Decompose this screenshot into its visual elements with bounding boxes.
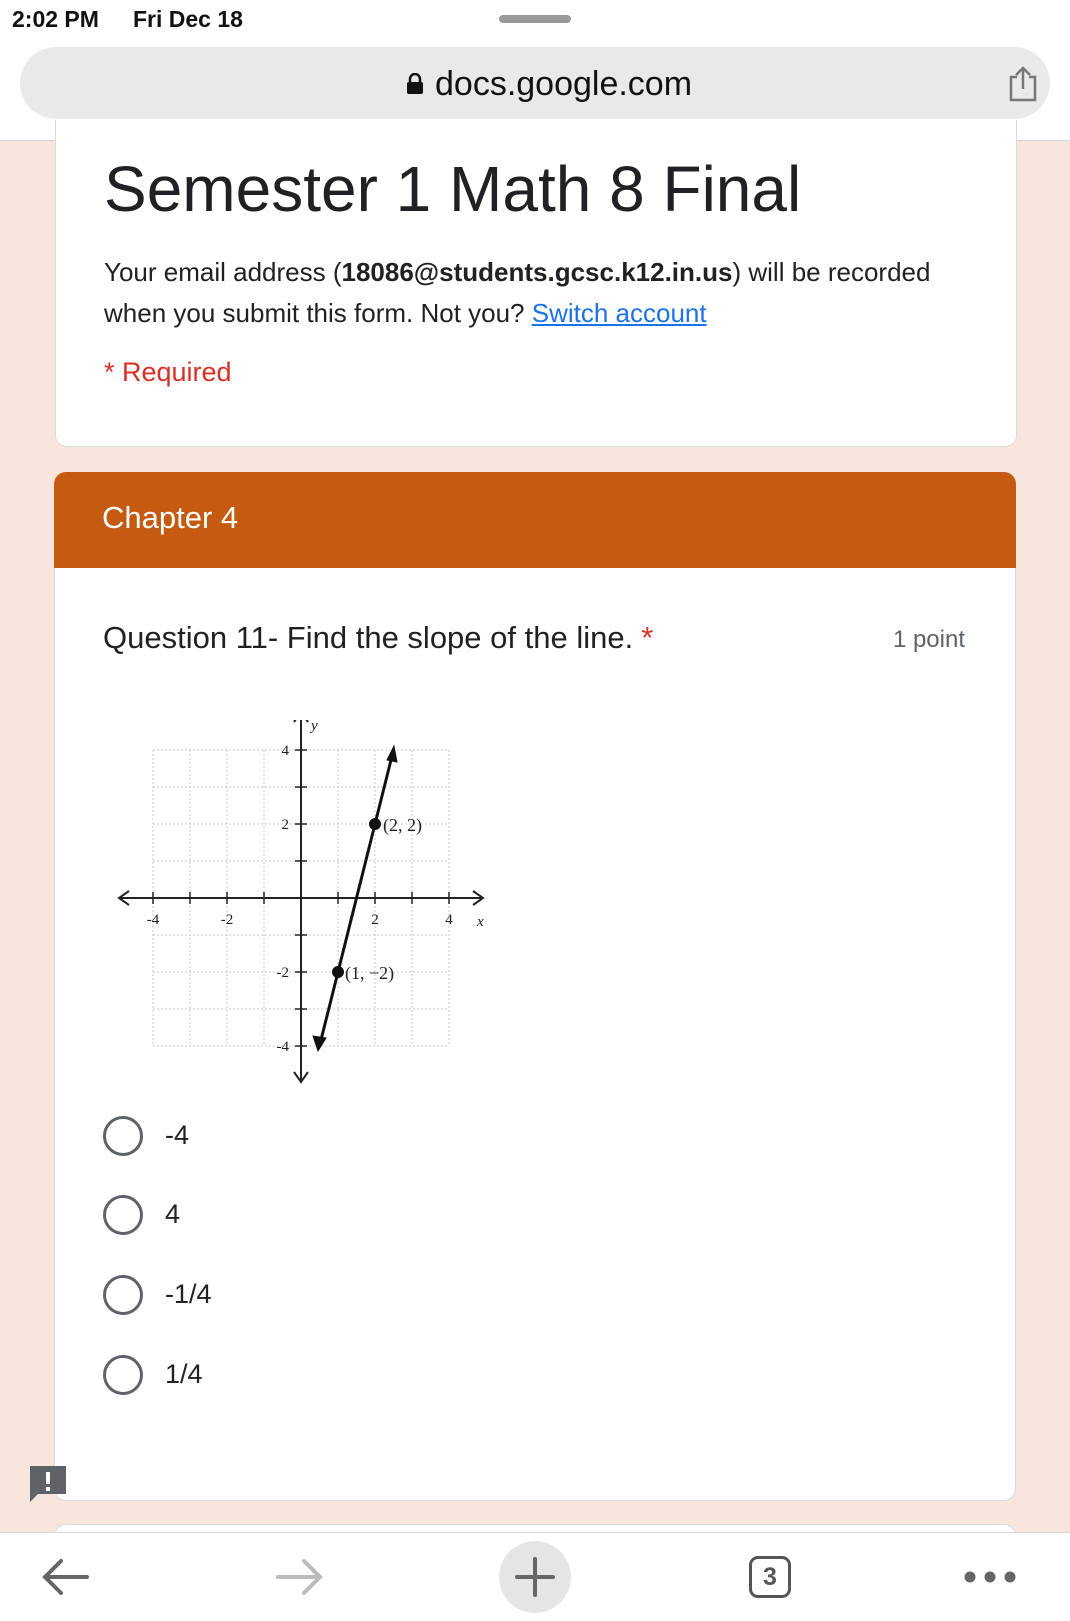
form-title: Semester 1 Math 8 Final bbox=[104, 153, 802, 225]
x-tick-label: 4 bbox=[445, 912, 453, 928]
graph-axes bbox=[119, 720, 483, 1082]
feedback-icon[interactable] bbox=[28, 1464, 68, 1504]
x-tick-label: -4 bbox=[146, 912, 160, 928]
email-notice bbox=[104, 252, 954, 334]
browser-toolbar bbox=[0, 1532, 1070, 1621]
back-button[interactable] bbox=[30, 1533, 100, 1621]
radio-button[interactable] bbox=[103, 1355, 143, 1395]
y-tick-label: -2 bbox=[276, 965, 289, 981]
option-label: 4 bbox=[165, 1199, 181, 1229]
radio-button[interactable] bbox=[103, 1116, 143, 1156]
tab-count: 3 bbox=[749, 1556, 791, 1598]
option-label: -1/4 bbox=[165, 1279, 212, 1309]
required-asterisk: * bbox=[641, 620, 654, 655]
y-tick-label: 2 bbox=[281, 817, 289, 833]
x-tick-label: -2 bbox=[220, 912, 234, 928]
y-tick-label: -4 bbox=[276, 1039, 289, 1055]
point-a-label: (2, 2) bbox=[383, 815, 422, 835]
point-a bbox=[369, 818, 381, 830]
email-suffix: ) will be recorded when you submit this form. Not you? bbox=[104, 257, 931, 328]
status-bar bbox=[0, 0, 1070, 40]
tab-switcher-button[interactable] bbox=[740, 1533, 800, 1621]
more-menu-button[interactable] bbox=[955, 1533, 1025, 1621]
required-note: * Required bbox=[104, 357, 232, 387]
question-points: 1 point bbox=[892, 626, 965, 653]
lock-icon bbox=[406, 73, 424, 95]
point-b-label: (1, −2) bbox=[345, 963, 395, 983]
multitask-grabber[interactable] bbox=[499, 15, 571, 23]
question-label: Question 11- Find the slope of the line. bbox=[103, 620, 634, 655]
point-b bbox=[332, 966, 344, 978]
new-tab-circle bbox=[499, 1541, 571, 1613]
y-tick-label: 4 bbox=[281, 743, 289, 759]
section-header bbox=[54, 472, 1016, 568]
form-header-card bbox=[55, 120, 1017, 447]
y-axis-label: y bbox=[311, 720, 318, 734]
slope-graph bbox=[115, 720, 495, 1120]
email-prefix: Your email address ( bbox=[104, 257, 342, 287]
address-bar[interactable] bbox=[20, 47, 1050, 119]
status-time: 2:02 PM bbox=[12, 6, 99, 32]
arrow-right-icon bbox=[274, 1557, 326, 1597]
question-text bbox=[103, 620, 653, 656]
option-label: -4 bbox=[165, 1120, 190, 1150]
switch-account-link[interactable]: Switch account bbox=[531, 298, 707, 328]
more-dots-icon bbox=[962, 1569, 1018, 1585]
x-tick-label: 2 bbox=[371, 912, 379, 928]
option-label: 1/4 bbox=[165, 1359, 203, 1389]
question-card bbox=[54, 568, 1016, 1501]
status-date: Fri Dec 18 bbox=[133, 6, 243, 32]
x-axis-label: x bbox=[477, 914, 484, 930]
arrow-left-icon bbox=[39, 1557, 91, 1597]
forward-button[interactable] bbox=[265, 1533, 335, 1621]
plus-icon bbox=[513, 1555, 557, 1599]
section-title: Chapter 4 bbox=[102, 500, 239, 535]
email-address: 18086@students.gcsc.k12.in.us bbox=[341, 257, 733, 287]
radio-button[interactable] bbox=[103, 1195, 143, 1235]
share-icon[interactable] bbox=[1006, 65, 1040, 103]
new-tab-button[interactable] bbox=[498, 1533, 572, 1621]
url-text: docs.google.com bbox=[435, 65, 693, 103]
radio-button[interactable] bbox=[103, 1275, 143, 1315]
